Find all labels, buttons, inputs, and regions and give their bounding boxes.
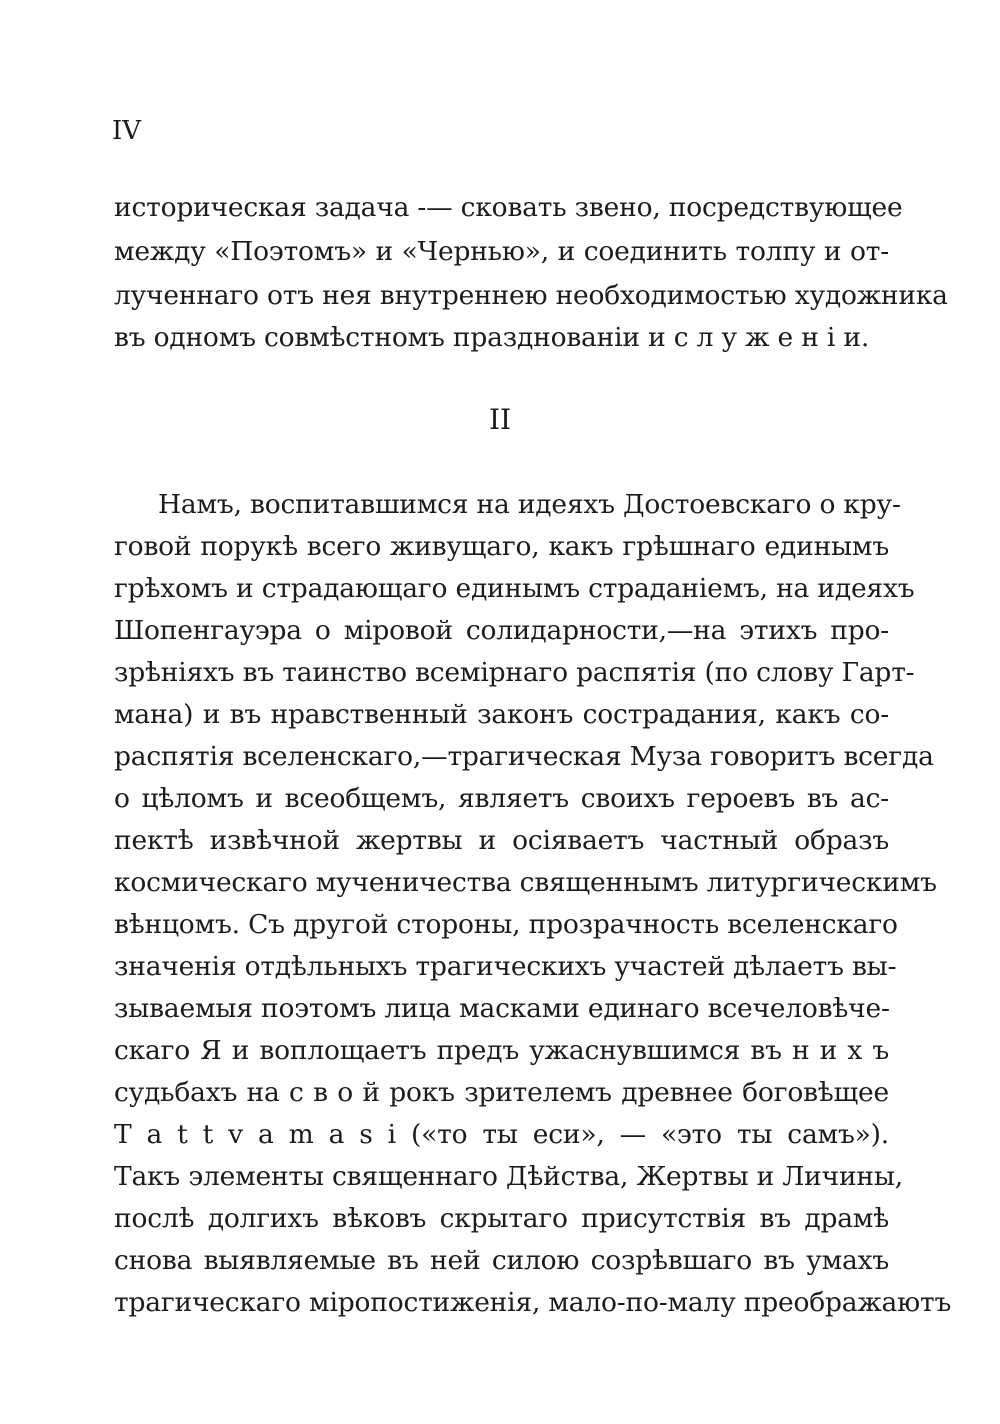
text-line: зываемыя поэтомъ лица масками единаго всечеловѣче- bbox=[114, 993, 890, 1024]
text-line: снова выявляемые въ ней силою созрѣвшаго въ умахъ bbox=[114, 1245, 889, 1276]
text-line: грѣхомъ и страдающаго единымъ страданіемъ, на идеяхъ bbox=[114, 573, 915, 604]
text-line: значенія отдѣльныхъ трагическихъ участей дѣлаетъ вы- bbox=[114, 951, 897, 982]
text-line: трагическаго міропостиженія, мало-по-малу преображаютъ bbox=[114, 1287, 952, 1318]
text-line: зрѣніяхъ въ таинство всемірнаго распятія (по слову Гарт- bbox=[114, 657, 915, 688]
text-line: послѣ долгихъ вѣковъ скрытаго присутствія въ драмѣ bbox=[114, 1203, 889, 1234]
text-line: космическаго мученичества священнымъ литургическимъ bbox=[114, 867, 937, 898]
text-line: между «Поэтомъ» и «Чернью», и соединить толпу и от- bbox=[114, 236, 889, 267]
text-line: историческая задача -— сковать звено, посредствующее bbox=[114, 192, 903, 223]
text-line: распятія вселенскаго,—трагическая Муза говоритъ всегда bbox=[114, 741, 934, 772]
section-heading: II bbox=[488, 403, 512, 436]
text-line: вѣнцомъ. Съ другой стороны, прозрачность вселенскаго bbox=[114, 909, 898, 940]
text-line: Шопенгауэра о міровой солидарности,—на этихъ про- bbox=[114, 615, 889, 646]
text-line: скаго Я и воплощаетъ предъ ужаснувшимся въ н и х ъ bbox=[114, 1035, 889, 1066]
page-number: IV bbox=[112, 116, 142, 146]
text-line: лученнаго отъ нея внутреннею необходимостью художника bbox=[114, 280, 948, 311]
text-line: о цѣломъ и всеобщемъ, являетъ своихъ героевъ въ ас- bbox=[114, 783, 889, 814]
text-line: Такъ элементы священнаго Дѣйства, Жертвы и Личины, bbox=[114, 1161, 903, 1192]
text-line: судьбахъ на с в о й рокъ зрителемъ древнее боговѣщее bbox=[114, 1077, 889, 1108]
text-line: пектѣ извѣчной жертвы и осіяваетъ частный образъ bbox=[114, 825, 889, 856]
text-line: въ одномъ совмѣстномъ празднованіи и с л у ж е н і и. bbox=[114, 322, 870, 353]
text-line: T a t t v a m a s i («то ты еси», — «это ты самъ»). bbox=[114, 1119, 889, 1150]
text-line: Намъ, воспитавшимся на идеяхъ Достоевскаго о кру- bbox=[158, 489, 901, 520]
text-line: мана) и въ нравственный законъ сострадания, какъ со- bbox=[114, 699, 889, 730]
text-line: говой порукѣ всего живущаго, какъ грѣшнаго единымъ bbox=[114, 531, 889, 562]
